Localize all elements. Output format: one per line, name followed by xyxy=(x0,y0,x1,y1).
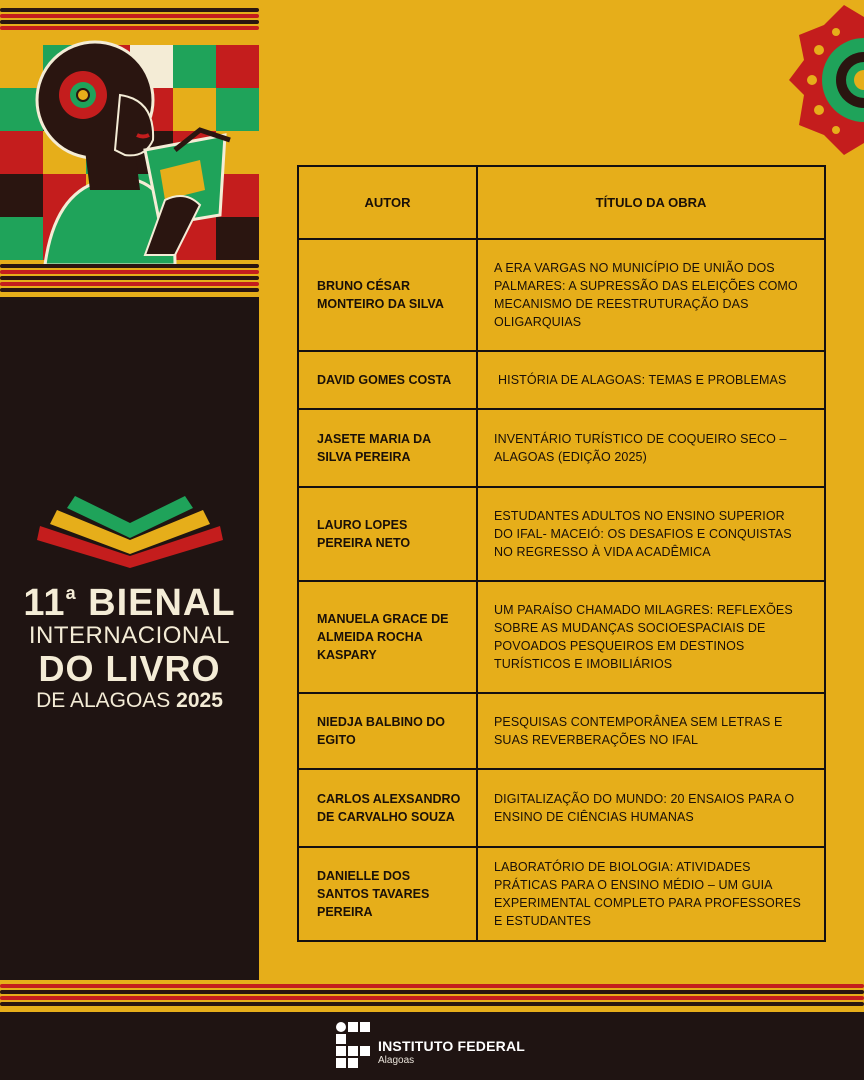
table-header-row xyxy=(298,166,825,239)
table-row xyxy=(298,487,825,581)
bienal-logo xyxy=(0,488,259,712)
table-row xyxy=(298,351,825,409)
author-cell: NIEDJA BALBINO DO EGITO xyxy=(298,693,477,769)
title-cell: DIGITALIZAÇÃO DO MUNDO: 20 ENSAIOS PARA O ENSINO DE CIÊNCIAS HUMANAS xyxy=(477,769,825,847)
illustration-woman-reading xyxy=(0,0,259,297)
table-row xyxy=(298,409,825,487)
footer-stripe-pattern xyxy=(0,980,864,1012)
books-table xyxy=(297,165,826,942)
institution-campus: Alagoas xyxy=(378,1055,415,1066)
open-book-ribbon-icon xyxy=(35,488,225,568)
table-row xyxy=(298,693,825,769)
author-cell: BRUNO CÉSAR MONTEIRO DA SILVA xyxy=(298,239,477,351)
column-header-author: AUTOR xyxy=(298,166,477,239)
bienal-title: 11$^a$ BIENAL xyxy=(23,582,236,624)
institution-name: INSTITUTO FEDERAL xyxy=(378,1038,526,1054)
author-cell: DANIELLE DOS SANTOS TAVARES PEREIRA xyxy=(298,847,477,941)
table-row xyxy=(298,769,825,847)
author-cell: CARLOS ALEXSANDRO DE CARVALHO SOUZA xyxy=(298,769,477,847)
bienal-subtitle-international: INTERNACIONAL xyxy=(28,622,231,649)
column-header-title: TÍTULO DA OBRA xyxy=(477,166,825,239)
bienal-location-year: DE ALAGOAS 2025 xyxy=(36,689,223,712)
bottom-stripe-pattern xyxy=(0,262,259,294)
top-stripe-pattern xyxy=(0,6,259,32)
title-cell: ESTUDANTES ADULTOS NO ENSINO SUPERIOR DO IFAL- MACEIÓ: OS DESAFIOS E CONQUISTAS NO REGRESSO À VIDA ACADÊMICA xyxy=(477,487,825,581)
title-cell: INVENTÁRIO TURÍSTICO DE COQUEIRO SECO – ALAGOAS (EDIÇÃO 2025) xyxy=(477,409,825,487)
title-cell: UM PARAÍSO CHAMADO MILAGRES: REFLEXÕES SOBRE AS MUDANÇAS SOCIOESPACIAIS DE POVOADOS PESQUEIROS EM DESTINOS TURÍSTICOS E IMOBILIÁRIOS xyxy=(477,581,825,693)
woman-reading-icon xyxy=(25,40,235,265)
instituto-federal-logo xyxy=(336,1022,525,1068)
table-row xyxy=(298,847,825,941)
left-panel xyxy=(0,0,259,985)
table-row xyxy=(298,581,825,693)
flower-decoration-icon xyxy=(784,0,864,160)
author-cell: JASETE MARIA DA SILVA PEREIRA xyxy=(298,409,477,487)
title-cell: PESQUISAS CONTEMPORÂNEA SEM LETRAS E SUAS REVERBERAÇÕES NO IFAL xyxy=(477,693,825,769)
bienal-subtitle-book: DO LIVRO xyxy=(38,648,221,689)
title-cell: A ERA VARGAS NO MUNICÍPIO DE UNIÃO DOS PALMARES: A SUPRESSÃO DAS ELEIÇÕES COMO MECANISMO DE REESTRUTURAÇÃO DAS OLIGARQUIAS xyxy=(477,239,825,351)
table-row xyxy=(298,239,825,351)
author-cell: LAURO LOPES PEREIRA NETO xyxy=(298,487,477,581)
ifal-grid-icon xyxy=(336,1022,370,1068)
author-cell: MANUELA GRACE DE ALMEIDA ROCHA KASPARY xyxy=(298,581,477,693)
author-cell: DAVID GOMES COSTA xyxy=(298,351,477,409)
title-cell: LABORATÓRIO DE BIOLOGIA: ATIVIDADES PRÁTICAS PARA O ENSINO MÉDIO – UM GUIA EXPERIMENTAL COMPLETO PARA PROFESSORES E ESTUDANTES xyxy=(477,847,825,941)
title-cell: HISTÓRIA DE ALAGOAS: TEMAS E PROBLEMAS xyxy=(477,351,825,409)
